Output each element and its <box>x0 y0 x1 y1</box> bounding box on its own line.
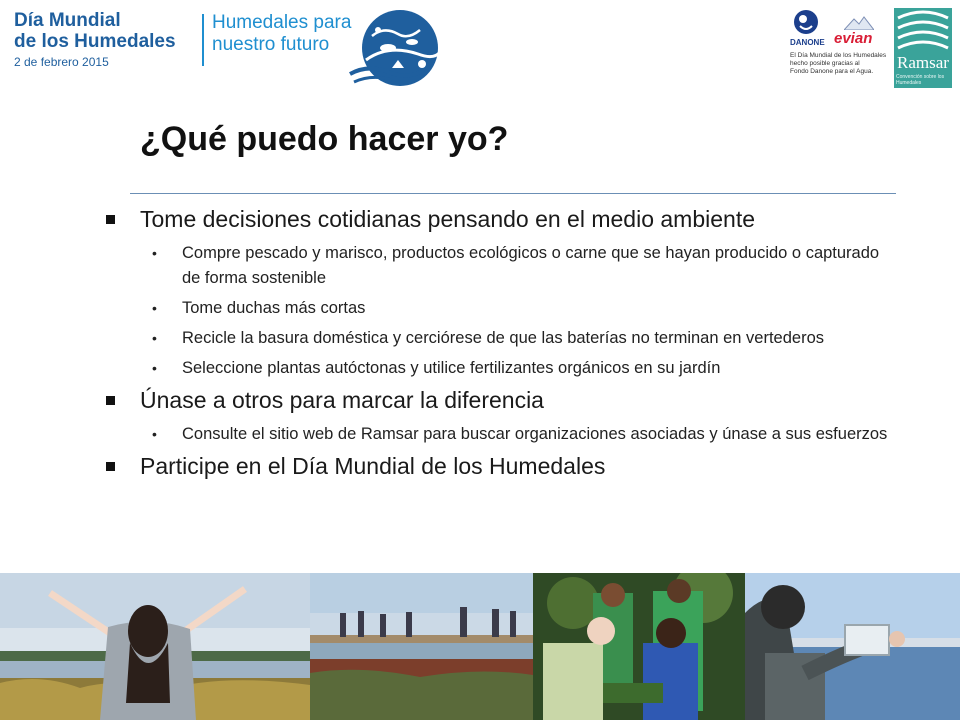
sub-bullet-1-4-text: Seleccione plantas autóctonas y utilice fertilizantes orgánicos en su jardín <box>182 359 721 377</box>
bullet-2-text: Únase a otros para marcar la diferencia <box>140 387 544 413</box>
sponsor-text-line-1: El Día Mundial de los Humedales <box>790 52 887 59</box>
dot-bullet-icon: • <box>152 360 157 376</box>
bullet-1-text: Tome decisiones cotidianas pensando en el medio ambiente <box>140 206 756 232</box>
square-bullet-icon <box>106 396 115 405</box>
ramsar-name: Ramsar <box>897 53 949 72</box>
slogan-line-2: nuestro futuro <box>212 34 330 55</box>
bullet-1 <box>100 205 900 233</box>
photo-person-with-tablet <box>745 573 960 720</box>
dot-bullet-icon: • <box>152 300 157 316</box>
sponsor-text-line-3: Fondo Danone para el Agua. <box>790 68 874 75</box>
sub-bullet-1-3-text: Recicle la basura doméstica y cerciórese de que las baterías no terminan en vertederos <box>182 329 825 347</box>
dot-bullet-icon: • <box>152 426 157 442</box>
slogan-line-1: Humedales para <box>212 12 352 33</box>
brand-separator <box>202 14 204 66</box>
photo-people-examining-plants <box>533 573 745 720</box>
bullet-2 <box>100 386 900 414</box>
sponsor-text <box>790 52 890 76</box>
square-bullet-icon <box>106 215 115 224</box>
sub-bullet-1-1-text: Compre pescado y marisco, productos ecológicos o carne que se hayan producido o capturado de forma sostenible <box>182 244 880 287</box>
photo-strip <box>0 573 960 720</box>
sub-bullet-1-4 <box>100 356 900 381</box>
header <box>0 0 960 100</box>
evian-mountain-icon <box>844 16 874 30</box>
dot-bullet-icon: • <box>152 330 157 346</box>
sub-bullet-2-1-text: Consulte el sitio web de Ramsar para buscar organizaciones asociadas y únase a sus esfuerzos <box>182 425 888 443</box>
sub-bullet-1-2-text: Tome duchas más cortas <box>182 299 366 317</box>
danone-logo-icon <box>790 8 826 38</box>
brand-title <box>14 10 176 52</box>
photo-person-arms-raised <box>0 573 310 720</box>
ramsar-logo <box>894 8 952 88</box>
title-rule <box>130 193 896 194</box>
danone-label: DANONE <box>790 38 825 47</box>
slide-title: ¿Qué puedo hacer yo? <box>140 120 509 158</box>
brand-date: 2 de febrero 2015 <box>14 55 109 69</box>
brand-line-2: de los Humedales <box>14 31 176 52</box>
brand-slogan <box>212 12 351 56</box>
brand-line-1: Día Mundial <box>14 10 121 31</box>
square-bullet-icon <box>106 462 115 471</box>
sponsor-block <box>790 8 890 88</box>
photo-boardwalk-group <box>310 573 533 720</box>
wetlands-emblem-icon <box>348 8 448 90</box>
sub-bullet-1-3 <box>100 326 900 351</box>
sub-bullet-2-1 <box>100 422 900 447</box>
sponsor-text-line-2: hecho posible gracias al <box>790 60 860 67</box>
dot-bullet-icon: • <box>152 245 157 261</box>
bullet-3 <box>100 452 900 480</box>
ramsar-subtitle: Convención sobre los Humedales <box>896 74 945 86</box>
bullet-3-text: Participe en el Día Mundial de los Humedales <box>140 453 606 479</box>
bullet-list <box>100 205 900 488</box>
evian-label: evian <box>834 30 873 47</box>
sub-bullet-1-2 <box>100 296 900 321</box>
ramsar-waves-icon <box>894 8 952 52</box>
sub-bullet-1-1 <box>100 241 900 291</box>
